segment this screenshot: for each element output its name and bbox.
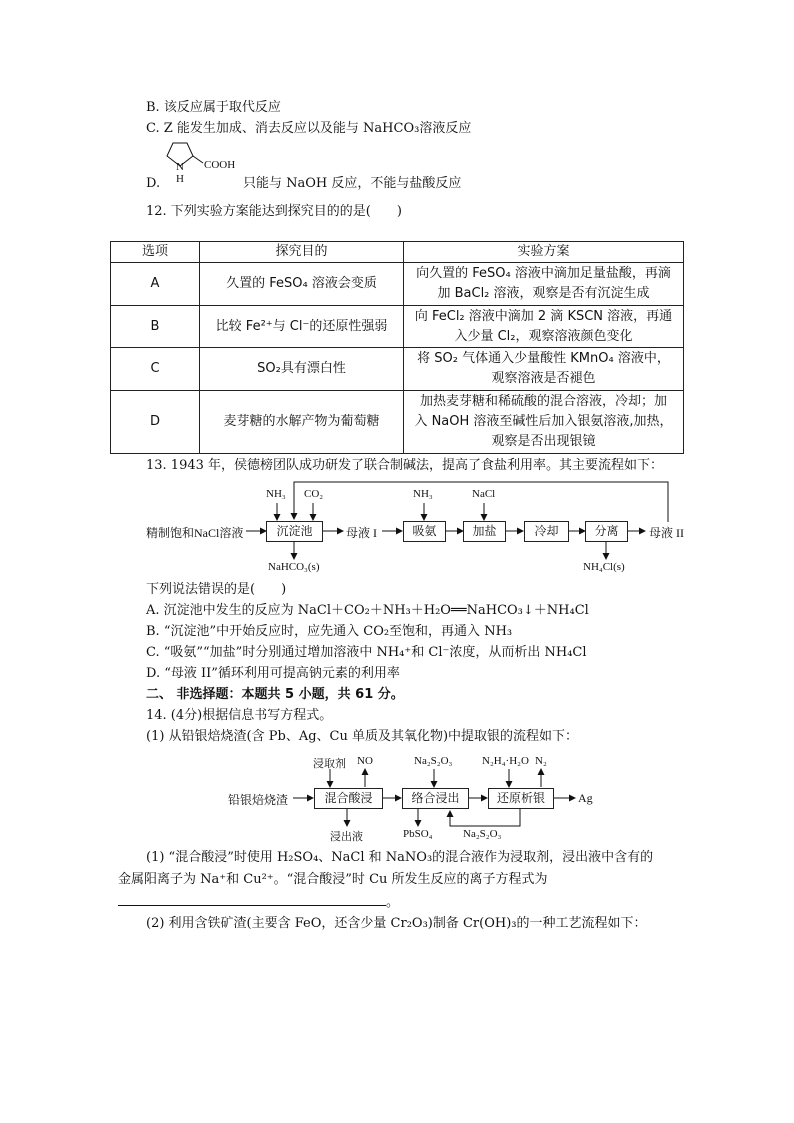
option-b-q11: B. 该反应属于取代反应: [146, 100, 281, 115]
q14-part1-intro: (1) 从铅银焙烧渣(含 Pb、Ag、Cu 单质及其氧化物)中提取银的流程如下：: [146, 729, 579, 744]
box-add-salt: 加盐: [463, 521, 506, 542]
option-d-label-q11: D.: [146, 176, 161, 191]
option-c-q13: C. “吸氨”“加盐”时分别通过增加溶液中 NH₄⁺和 Cl⁻浓度，从而析出 NH₄Cl: [146, 645, 587, 660]
flow2-n2: N₂: [535, 755, 547, 767]
flow2-leachate: 浸出液: [330, 831, 363, 843]
flow-nh3-2: NH₃: [413, 488, 433, 500]
flow-nh4cl: NH₄Cl(s): [583, 561, 625, 573]
box-mixed-acid-leach: 混合酸浸: [314, 788, 383, 809]
flow-nh3-1: NH₃: [266, 488, 286, 500]
struct-cooh: COOH: [204, 159, 236, 171]
flow2-no: NO: [357, 755, 373, 767]
flow2-start: 铅银焙烧渣: [228, 793, 289, 807]
row-plan: 将 SO₂ 气体通入少量酸性 KMnO₄ 溶液中， 观察溶液是否褪色: [404, 348, 684, 391]
row-plan: 向 FeCl₂ 溶液中滴加 2 滴 KSCN 溶液，再通 入少量 Cl₂，观察溶液颜色变化: [404, 306, 684, 348]
q14-part1-line1: (1) “混合酸浸”时使用 H₂SO₄、NaCl 和 NaNO₃的混合液作为浸取剂，浸出液中含有的: [146, 850, 654, 865]
q14-part1-line2: 金属阳离子为 Na⁺和 Cu²⁺。“混合酸浸”时 Cu 所发生反应的离子方程式为: [118, 872, 548, 887]
row-option: A: [111, 263, 200, 306]
struct-n: N: [176, 161, 184, 173]
q12-stem: 12. 下列实验方案能达到探究目的的是( ): [146, 204, 402, 219]
row-plan: 加热麦芽糖和稀硫酸的混合溶液，冷却；加 入 NaOH 溶液至碱性后加入银氨溶液,加热， 观察是否出现银镜: [404, 391, 684, 454]
box-reduce-silver: 还原析银: [488, 788, 554, 809]
flow-nacl: NaCl: [472, 488, 496, 500]
flow2-n2h4: N₂H₄·H₂O: [482, 755, 529, 767]
row-goal: SO₂具有漂白性: [200, 348, 404, 391]
option-a-q13: A. 沉淀池中发生的反应为 NaCl＋CO₂＋NH₃＋H₂O══NaHCO₃↓＋NH₄Cl: [146, 603, 589, 618]
struct-h: H: [176, 173, 184, 185]
flow-mother-liquor-1: 母液 I: [346, 526, 377, 540]
flow-nahco3: NaHCO₃(s): [268, 561, 320, 573]
flow2-pbso4: PbSO₄: [403, 828, 433, 840]
q13-stem: 13. 1943 年，侯德榜团队成功研发了联合制碱法，提高了食盐利用率。其主要流程如下：: [146, 458, 664, 473]
header-option: 选项: [111, 242, 200, 263]
box-complex-leach: 络合浸出: [402, 788, 469, 809]
row-goal: 久置的 FeSO₄ 溶液会变质: [200, 263, 404, 306]
flow2-reagent: 浸取剂: [313, 758, 346, 770]
q14-part2-intro: (2) 利用含铁矿渣(主要含 FeO，还含少量 Cr₂O₃)制备 Cr(OH)₃的一种工艺流程如下：: [146, 916, 647, 931]
flow-start: 精制饱和NaCl溶液: [146, 526, 244, 540]
box-separation: 分离: [585, 521, 628, 542]
header-goal: 探究目的: [200, 242, 404, 263]
flow2-na2s2o3-bottom: Na₂S₂O₃: [463, 828, 502, 840]
row-option: D: [111, 391, 200, 454]
q14-stem: 14. (4分)根据信息书写方程式。: [146, 708, 333, 723]
option-b-q13: B. “沉淀池”中开始反应时，应先通入 CO₂至饱和，再通入 NH₃: [146, 624, 513, 639]
flow-mother-liquor-2: 母液 II: [649, 526, 684, 540]
answer-blank-line[interactable]: 。: [118, 893, 399, 912]
option-d-q13: D. “母液 II”循环利用可提高钠元素的利用率: [146, 666, 400, 681]
flow2-ag: Ag: [578, 791, 593, 805]
row-plan: 向久置的 FeSO₄ 溶液中滴加足量盐酸，再滴 加 BaCl₂ 溶液，观察是否有沉淀生成: [404, 263, 684, 306]
row-goal: 比较 Fe²⁺与 Cl⁻的还原性强弱: [200, 306, 404, 348]
row-goal: 麦芽糖的水解产物为葡萄糖: [200, 391, 404, 454]
box-cooling: 冷却: [524, 521, 569, 542]
box-ammonia-absorb: 吸氨: [403, 521, 446, 542]
row-option: B: [111, 306, 200, 348]
header-plan: 实验方案: [404, 242, 684, 263]
option-c-q11: C. Z 能发生加成、消去反应以及能与 NaHCO₃溶液反应: [146, 121, 472, 136]
q13-ask: 下列说法错误的是( ): [146, 582, 287, 597]
row-option: C: [111, 348, 200, 391]
flow2-na2s2o3-top: Na₂S₂O₃: [414, 755, 453, 767]
option-d-q11: 只能与 NaOH 反应，不能与盐酸反应: [243, 176, 462, 191]
section-heading: 二、 非选择题：本题共 5 小题，共 61 分。: [146, 687, 404, 702]
box-settling-tank: 沉淀池: [266, 521, 323, 542]
flow-co2: CO₂: [304, 488, 324, 500]
